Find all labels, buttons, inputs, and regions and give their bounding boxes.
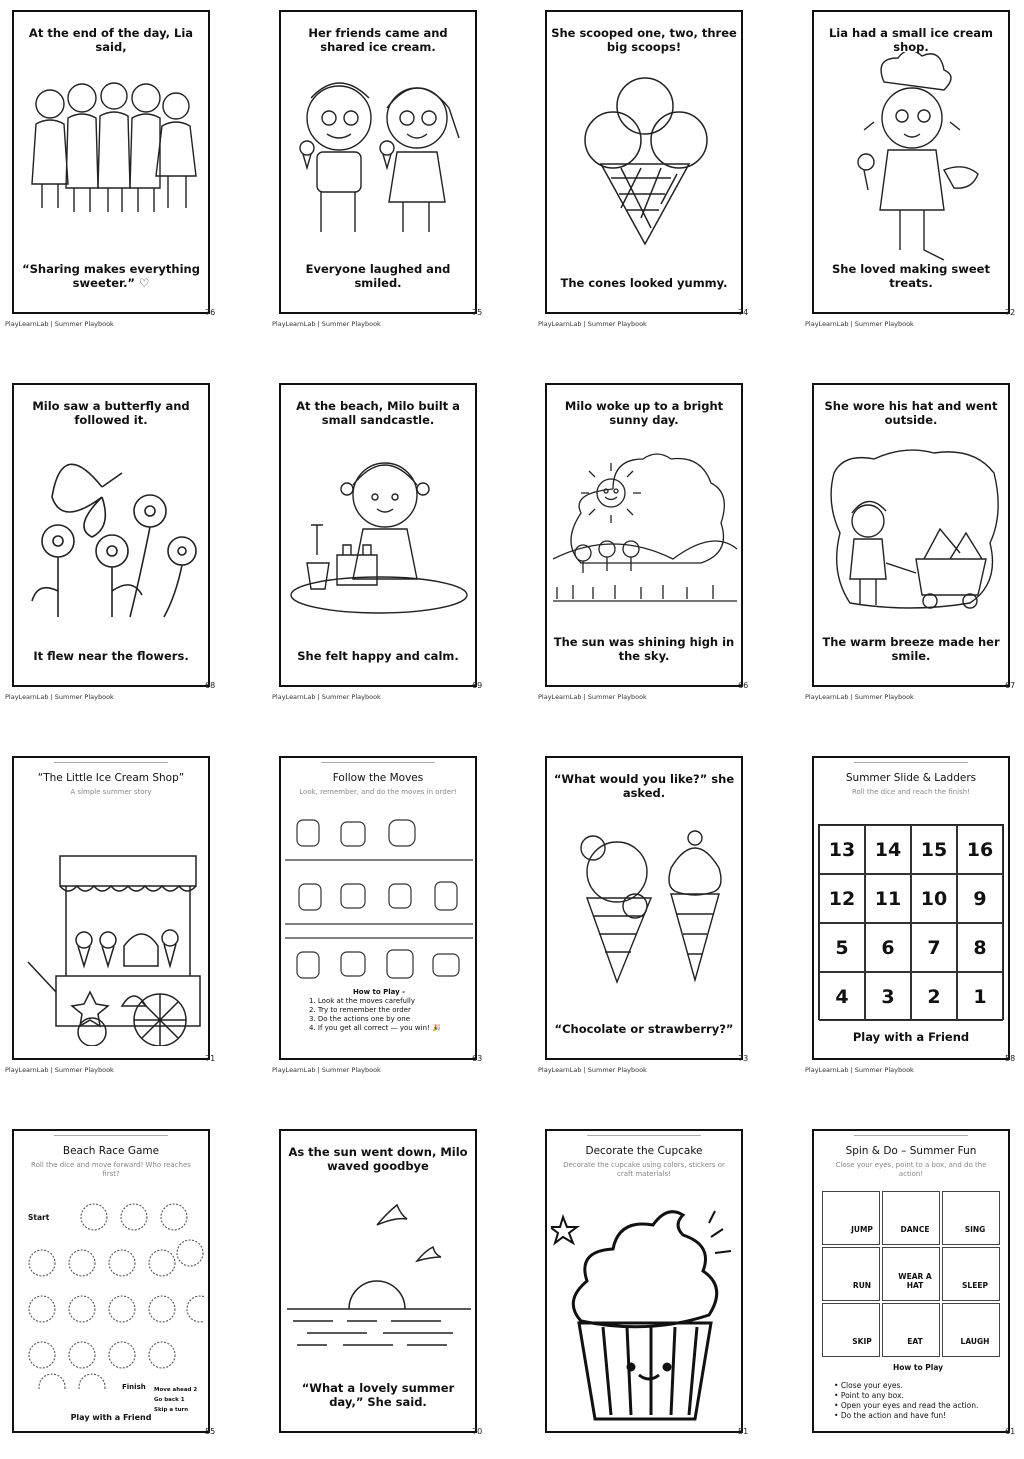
page-caption-bottom: She felt happy and calm. [297,649,459,663]
page-thumbnail[interactable] [267,746,497,1086]
page-title: Beach Race Game [62,1145,160,1157]
butterfly-flowers-illustration [22,441,202,621]
page-frame [12,756,210,1060]
board-square[interactable]: 9 [957,874,1003,923]
how-to-step: 4. If you get all correct — you win! 🎉 [309,1024,441,1032]
page-frame [279,383,477,687]
page-title: Summer Slide & Ladders [845,772,977,784]
action-box[interactable] [822,1191,880,1245]
page-frame [812,1129,1010,1433]
board-square[interactable]: 14 [865,825,911,874]
page-number: 71 [205,1054,216,1063]
page-subtitle: Decorate the cupcake using colors, stickers or craft materials! [563,1161,725,1178]
how-to-step: • Point to any box. [834,1391,904,1400]
page-subtitle: A simple summer story [70,788,152,796]
page-caption-bottom: “Chocolate or strawberry?” [554,1022,734,1036]
page-thumbnail[interactable] [0,373,230,713]
page-caption-top: Lia had a small ice cream shop. [828,26,994,54]
page-frame [545,756,743,1060]
page-frame [12,1129,210,1433]
ice-cream-cart-illustration [20,816,204,1046]
page-frame [279,756,477,1060]
action-box[interactable] [942,1247,1000,1301]
boy-with-wagon-illustration [820,443,1004,623]
board-square[interactable]: 7 [911,923,957,972]
page-thumbnail[interactable] [800,373,1024,713]
action-box[interactable] [942,1303,1000,1357]
how-to-play-title: How to Play - [352,988,406,996]
action-box[interactable] [822,1303,880,1357]
hand-gestures-grid [285,806,473,986]
action-label: SING [964,1225,986,1234]
page-title: Decorate the Cupcake [585,1145,703,1157]
board-square[interactable]: 12 [819,874,865,923]
action-grid[interactable] [822,1191,1002,1391]
page-subtitle: Roll the dice and reach the finish! [851,788,971,796]
page-caption-top: As the sun went down, Milo waved goodbye [288,1145,468,1173]
page-frame [279,1129,477,1433]
race-track-circles [20,1189,204,1389]
action-label: SLEEP [962,1281,988,1290]
page-footer: PlayLearnLab | Summer Playbook [538,1066,647,1074]
page-frame [12,10,210,314]
action-box[interactable] [882,1247,940,1301]
page-footer: PlayLearnLab | Summer Playbook [538,320,647,328]
legend-item: Move ahead 2 [154,1387,198,1393]
how-to-step: • Close your eyes. [834,1381,903,1390]
page-number: 75 [472,308,483,317]
how-to-step: 1. Look at the moves carefully [309,997,416,1005]
page-thumbnail[interactable] [800,0,1024,340]
page-footer: PlayLearnLab | Summer Playbook [5,1066,114,1074]
two-ice-cream-cones-illustration [553,818,737,988]
page-caption-top: At the end of the day, Lia said, [28,26,194,54]
how-to-play-instructions [834,1363,1002,1421]
action-label: SKIP [852,1337,872,1346]
cupcake-illustration [551,1197,741,1427]
action-box[interactable] [942,1191,1000,1245]
page-number: 55 [205,1427,216,1436]
page-frame [545,383,743,687]
page-title: “The Little Ice Cream Shop” [37,772,185,784]
page-thumbnail[interactable] [800,746,1024,1086]
page-thumbnail[interactable] [267,1119,497,1459]
action-label: DANCE [900,1225,930,1234]
page-number: 70 [472,1427,483,1436]
action-box[interactable] [882,1303,940,1357]
action-label: RUN [852,1281,872,1290]
how-to-step: • Open your eyes and read the action. [834,1401,979,1410]
page-number: 63 [472,1054,483,1063]
page-caption-top: She wore his hat and went outside. [824,399,998,427]
page-caption-bottom: “What a lovely summer day,” She said. [301,1381,455,1409]
legend-item: Skip a turn [154,1407,189,1413]
page-number: 61 [1005,1427,1016,1436]
page-caption-top: At the beach, Milo built a small sandcastle. [296,399,460,427]
page-caption-top: “What would you like?” she asked. [553,772,735,800]
how-to-play-title: How to Play [892,1363,944,1372]
page-number: 73 [738,1054,749,1063]
page-caption-bottom: Play with a Friend [852,1030,970,1044]
page-footer: PlayLearnLab | Summer Playbook [5,320,114,328]
page-subtitle: Roll the dice and move forward! Who reaches first? [31,1161,191,1178]
board-square[interactable]: 4 [819,972,865,1021]
page-thumbnail[interactable] [533,373,763,713]
page-frame [812,383,1010,687]
page-footer: PlayLearnLab | Summer Playbook [805,320,914,328]
page-caption-bottom: The sun was shining high in the sky. [553,635,735,663]
page-footer: PlayLearnLab | Summer Playbook [538,693,647,701]
board-square[interactable]: 16 [957,825,1003,874]
how-to-step: 3. Do the actions one by one [309,1015,411,1023]
action-label: LAUGH [960,1337,990,1346]
page-number: 58 [1005,1054,1016,1063]
page-footer: PlayLearnLab | Summer Playbook [272,693,381,701]
board-square[interactable]: 5 [819,923,865,972]
page-subtitle: Close your eyes, point to a box, and do the action! [835,1161,987,1178]
ice-cream-cone-illustration [581,68,711,248]
page-title: Follow the Moves [332,772,424,784]
page-thumbnail[interactable] [267,0,497,340]
action-label: EAT [907,1337,923,1346]
page-footer: PlayLearnLab | Summer Playbook [272,320,381,328]
page-thumbnail[interactable] [0,0,230,340]
page-number: 68 [205,681,216,690]
page-subtitle: Look, remember, and do the moves in order! [299,788,457,796]
start-label: Start [28,1213,50,1222]
page-thumbnail[interactable] [800,1119,1024,1459]
page-footer: PlayLearnLab | Summer Playbook [5,693,114,701]
slides-ladders-board[interactable] [818,824,1004,1020]
page-thumbnail[interactable] [0,1119,230,1459]
board-square[interactable]: 3 [865,972,911,1021]
finish-label: Finish [122,1383,146,1391]
board-square[interactable]: 10 [911,874,957,923]
page-frame [812,10,1010,314]
page-footer: PlayLearnLab | Summer Playbook [805,693,914,701]
board-square[interactable]: 15 [911,825,957,874]
legend-item: Go back 1 [154,1397,185,1403]
how-to-play-instructions [309,988,469,1033]
sunny-landscape-illustration [553,449,737,609]
board-square[interactable]: 11 [865,874,911,923]
page-number: 72 [1005,308,1016,317]
page-footer: PlayLearnLab | Summer Playbook [805,1066,914,1074]
page-number: 67 [1005,681,1016,690]
page-title: Spin & Do – Summer Fun [845,1145,977,1157]
page-frame [545,10,743,314]
page-number: 74 [738,308,749,317]
board-square[interactable]: 8 [957,923,1003,972]
page-caption-bottom: She loved making sweet treats. [832,262,990,290]
page-caption-bottom: It flew near the flowers. [33,649,189,663]
page-thumbnail[interactable] [0,746,230,1086]
action-label: WEAR A HAT [898,1272,932,1290]
page-caption-bottom: Play with a Friend [70,1413,152,1422]
page-caption-bottom: “Sharing makes everything sweeter.” ♡ [22,262,200,290]
board-square[interactable]: 13 [819,825,865,874]
how-to-step: • Do the action and have fun! [834,1411,947,1420]
kids-with-ice-cream-illustration [291,68,467,238]
sandcastle-girl-illustration [287,445,471,615]
page-caption-top: Her friends came and shared ice cream. [308,26,448,54]
board-square[interactable]: 6 [865,923,911,972]
action-box[interactable] [822,1247,880,1301]
page-frame [12,383,210,687]
action-box[interactable] [882,1191,940,1245]
page-caption-bottom: The warm breeze made her smile. [822,635,1000,663]
page-footer: PlayLearnLab | Summer Playbook [272,1066,381,1074]
sunset-beach-illustration [287,1197,471,1367]
how-to-step: 2. Try to remember the order [309,1006,411,1014]
friends-hugging-illustration [22,76,202,216]
page-frame [279,10,477,314]
page-frame [545,1129,743,1433]
page-caption-bottom: Everyone laughed and smiled. [305,262,451,290]
chef-girl-illustration [844,52,984,272]
page-thumbnail[interactable] [533,0,763,340]
page-thumbnail[interactable] [533,1119,763,1459]
page-number: 69 [472,681,483,690]
page-thumbnail[interactable] [533,746,763,1086]
page-number: 66 [738,681,749,690]
page-number: 76 [205,308,216,317]
page-caption-bottom: The cones looked yummy. [560,276,728,290]
page-thumbnail[interactable] [267,373,497,713]
page-caption-top: She scooped one, two, three big scoops! [551,26,737,54]
action-label: JUMP [851,1225,873,1234]
board-square[interactable]: 1 [957,972,1003,1021]
page-caption-top: Milo saw a butterfly and followed it. [32,399,190,427]
page-caption-top: Milo woke up to a bright sunny day. [564,399,724,427]
page-number: 51 [738,1427,749,1436]
page-frame [812,756,1010,1060]
board-square[interactable]: 2 [911,972,957,1021]
